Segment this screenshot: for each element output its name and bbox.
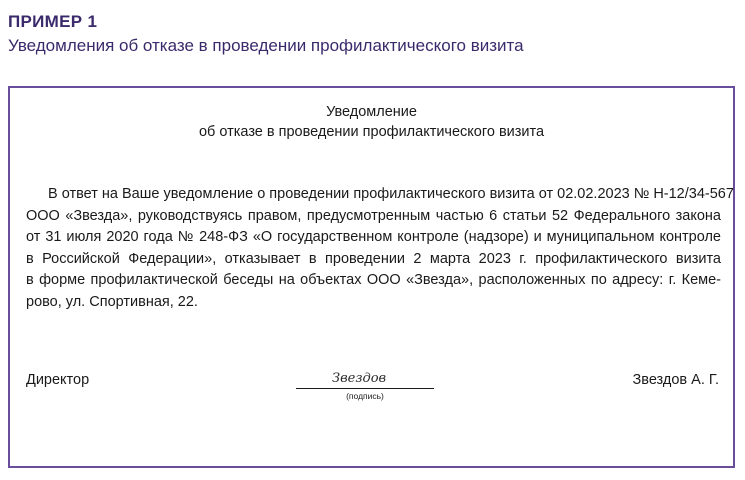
example-title: Уведомления об отказе в проведении профилактического визита: [8, 36, 524, 55]
body-line: от 31 июля 2020 года № 248-ФЗ «О государственном контроле (надзоре) и муниципальном контроле: [26, 229, 721, 245]
document-heading-title: Уведомление: [326, 104, 417, 120]
body-line: в форме профилактической беседы на объектах ООО «Звезда», расположенных по адресу: г. Кеме-: [26, 272, 721, 288]
signatory-position: Директор: [26, 372, 90, 388]
signature-caption: (подпись): [346, 391, 384, 401]
handwritten-signature: Звездов: [332, 371, 387, 386]
document-frame: [8, 86, 735, 468]
body-line: ООО «Звезда», руководствуясь правом, предусмотренным частью 6 статьи 52 Федерального закона: [26, 207, 721, 224]
body-line: В ответ на Ваше уведомление о проведении профилактического визита от 02.02.2023 № Н-12/34-567: [48, 186, 734, 202]
body-line: рово, ул. Спортивная, 22.: [26, 293, 198, 310]
document-heading-subtitle: об отказе в проведении профилактического визита: [198, 124, 545, 140]
example-label: ПРИМЕР 1: [8, 12, 98, 31]
signatory-name: Звездов А. Г.: [632, 372, 719, 388]
document-body: [26, 184, 734, 313]
body-line: в Российской Федерации», отказывает в проведении 2 марта 2023 г. профилактического визита: [26, 250, 721, 267]
signature-line: [296, 388, 434, 389]
